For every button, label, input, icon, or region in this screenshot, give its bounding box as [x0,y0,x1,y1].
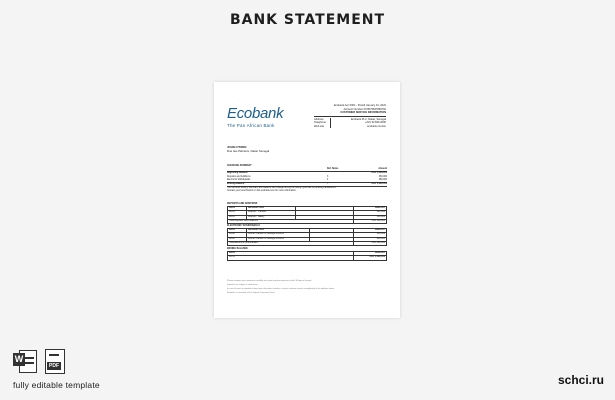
format-icons [13,348,67,374]
checking-summary: CHECKING SUMMARY Ref. Notes Amount Beginning Balance XOF 1,400,000 Deposits and Additions 3 360,000 Electronic Withdrawals 4 380,000 Ending Balance 7 XOF 1,380,000 Your account activity summary and balance can change during the billing cycle due to pending transactions. Contact your local branch or visit ecobank.com for more information. [227,165,387,193]
header-line: Account Number 00 8076837869702 [343,107,386,111]
service-row: Web site ecobank.com/sn [314,124,386,128]
table-row: 01/05 Deposit - Transfer 120,000 [228,211,386,215]
deposits-section [227,203,387,224]
statement-document [214,82,400,318]
logo-wordmark: Ecobank [227,105,284,122]
summary-note: Your account activity summary and balance can change during the billing cycle due to pending transactions. [227,186,387,190]
table-row: 01/22 Online Transfer to Savings Account 220,000 [228,238,386,242]
pdf-icon: PDF [43,348,67,374]
customer-name: JOHN CITIZEN [227,145,247,149]
summary-row: Beginning Balance XOF 1,400,000 [227,172,387,175]
table-total: Total Electronic Withdrawals XOF 380,000 [229,241,385,244]
ending-balance-section [227,248,387,261]
statement-header [314,104,386,128]
header-line: Ecobank Acc 0001 - Period January 01, 2022 [333,104,386,107]
fine-print: Please examine your statement carefully and report any discrepancies within 30 days of receipt. Deposits are subject to verification. In case of errors or questions about your electronic transfers, contact customer service immediately at the address above. Ecobank is a member of the Deposit Guarantee Fund. [227,280,335,294]
service-row: Address Ecobank PLC, Dakar, Senegal [314,117,386,121]
site-watermark: schci.ru [557,373,604,387]
customer-street: Rue des Palmiers, Dakar Senegal [227,148,270,153]
bank-logo [227,106,283,128]
deposits-table: DATE DESCRIPTION AMOUNT 01/05 Deposit - Transfer 120,000 01/16 Deposit - Salary 140,000 Total Deposits and Additions XOF 360,000 [227,206,387,224]
page-title: BANK STATEMENT [229,12,386,28]
template-caption: fully editable template [13,380,100,390]
logo-tagline: The Pan African Bank [227,123,275,128]
table-row: 01/31 XOF 1,380,000 [229,256,385,259]
summary-row: Electronic Withdrawals 4 380,000 [227,178,387,181]
summary-row: Deposits and Additions 3 360,000 [227,175,387,178]
section-heading: CHECKING SUMMARY [227,165,252,167]
section-heading: ELECTRONIC WITHDRAWALS [227,225,260,227]
word-icon: W [13,348,37,374]
table-total: Total Deposits and Additions XOF 360,000 [229,219,385,222]
summary-note: Contact your local branch or visit ecobank.com for more information. [227,190,297,193]
customer-address [227,146,269,154]
withdrawals-table: DATE DESCRIPTION AMOUNT 01/08 Online Transfer to Savings Account 160,000 01/22 Online Transfer to Savings Account 220,000 Total Electronic Withdrawals XOF 380,000 [227,228,387,246]
table-row: 01/16 Deposit - Salary 140,000 [228,216,386,220]
summary-row: Ending Balance 7 XOF 1,380,000 [227,183,387,186]
service-row: Telephone +221 33 849 2000 [314,121,386,124]
service-label: CUSTOMER SERVICE INFORMATION [340,111,386,114]
section-heading: ENDING BALANCE [227,248,248,250]
withdrawals-section [227,225,387,246]
section-heading: DEPOSITS AND ADDITIONS [227,203,258,205]
table-row: 01/08 Online Transfer to Savings Account 160,000 [228,233,386,237]
ending-table: DATE AMOUNT 01/31 XOF 1,380,000 [227,251,387,260]
